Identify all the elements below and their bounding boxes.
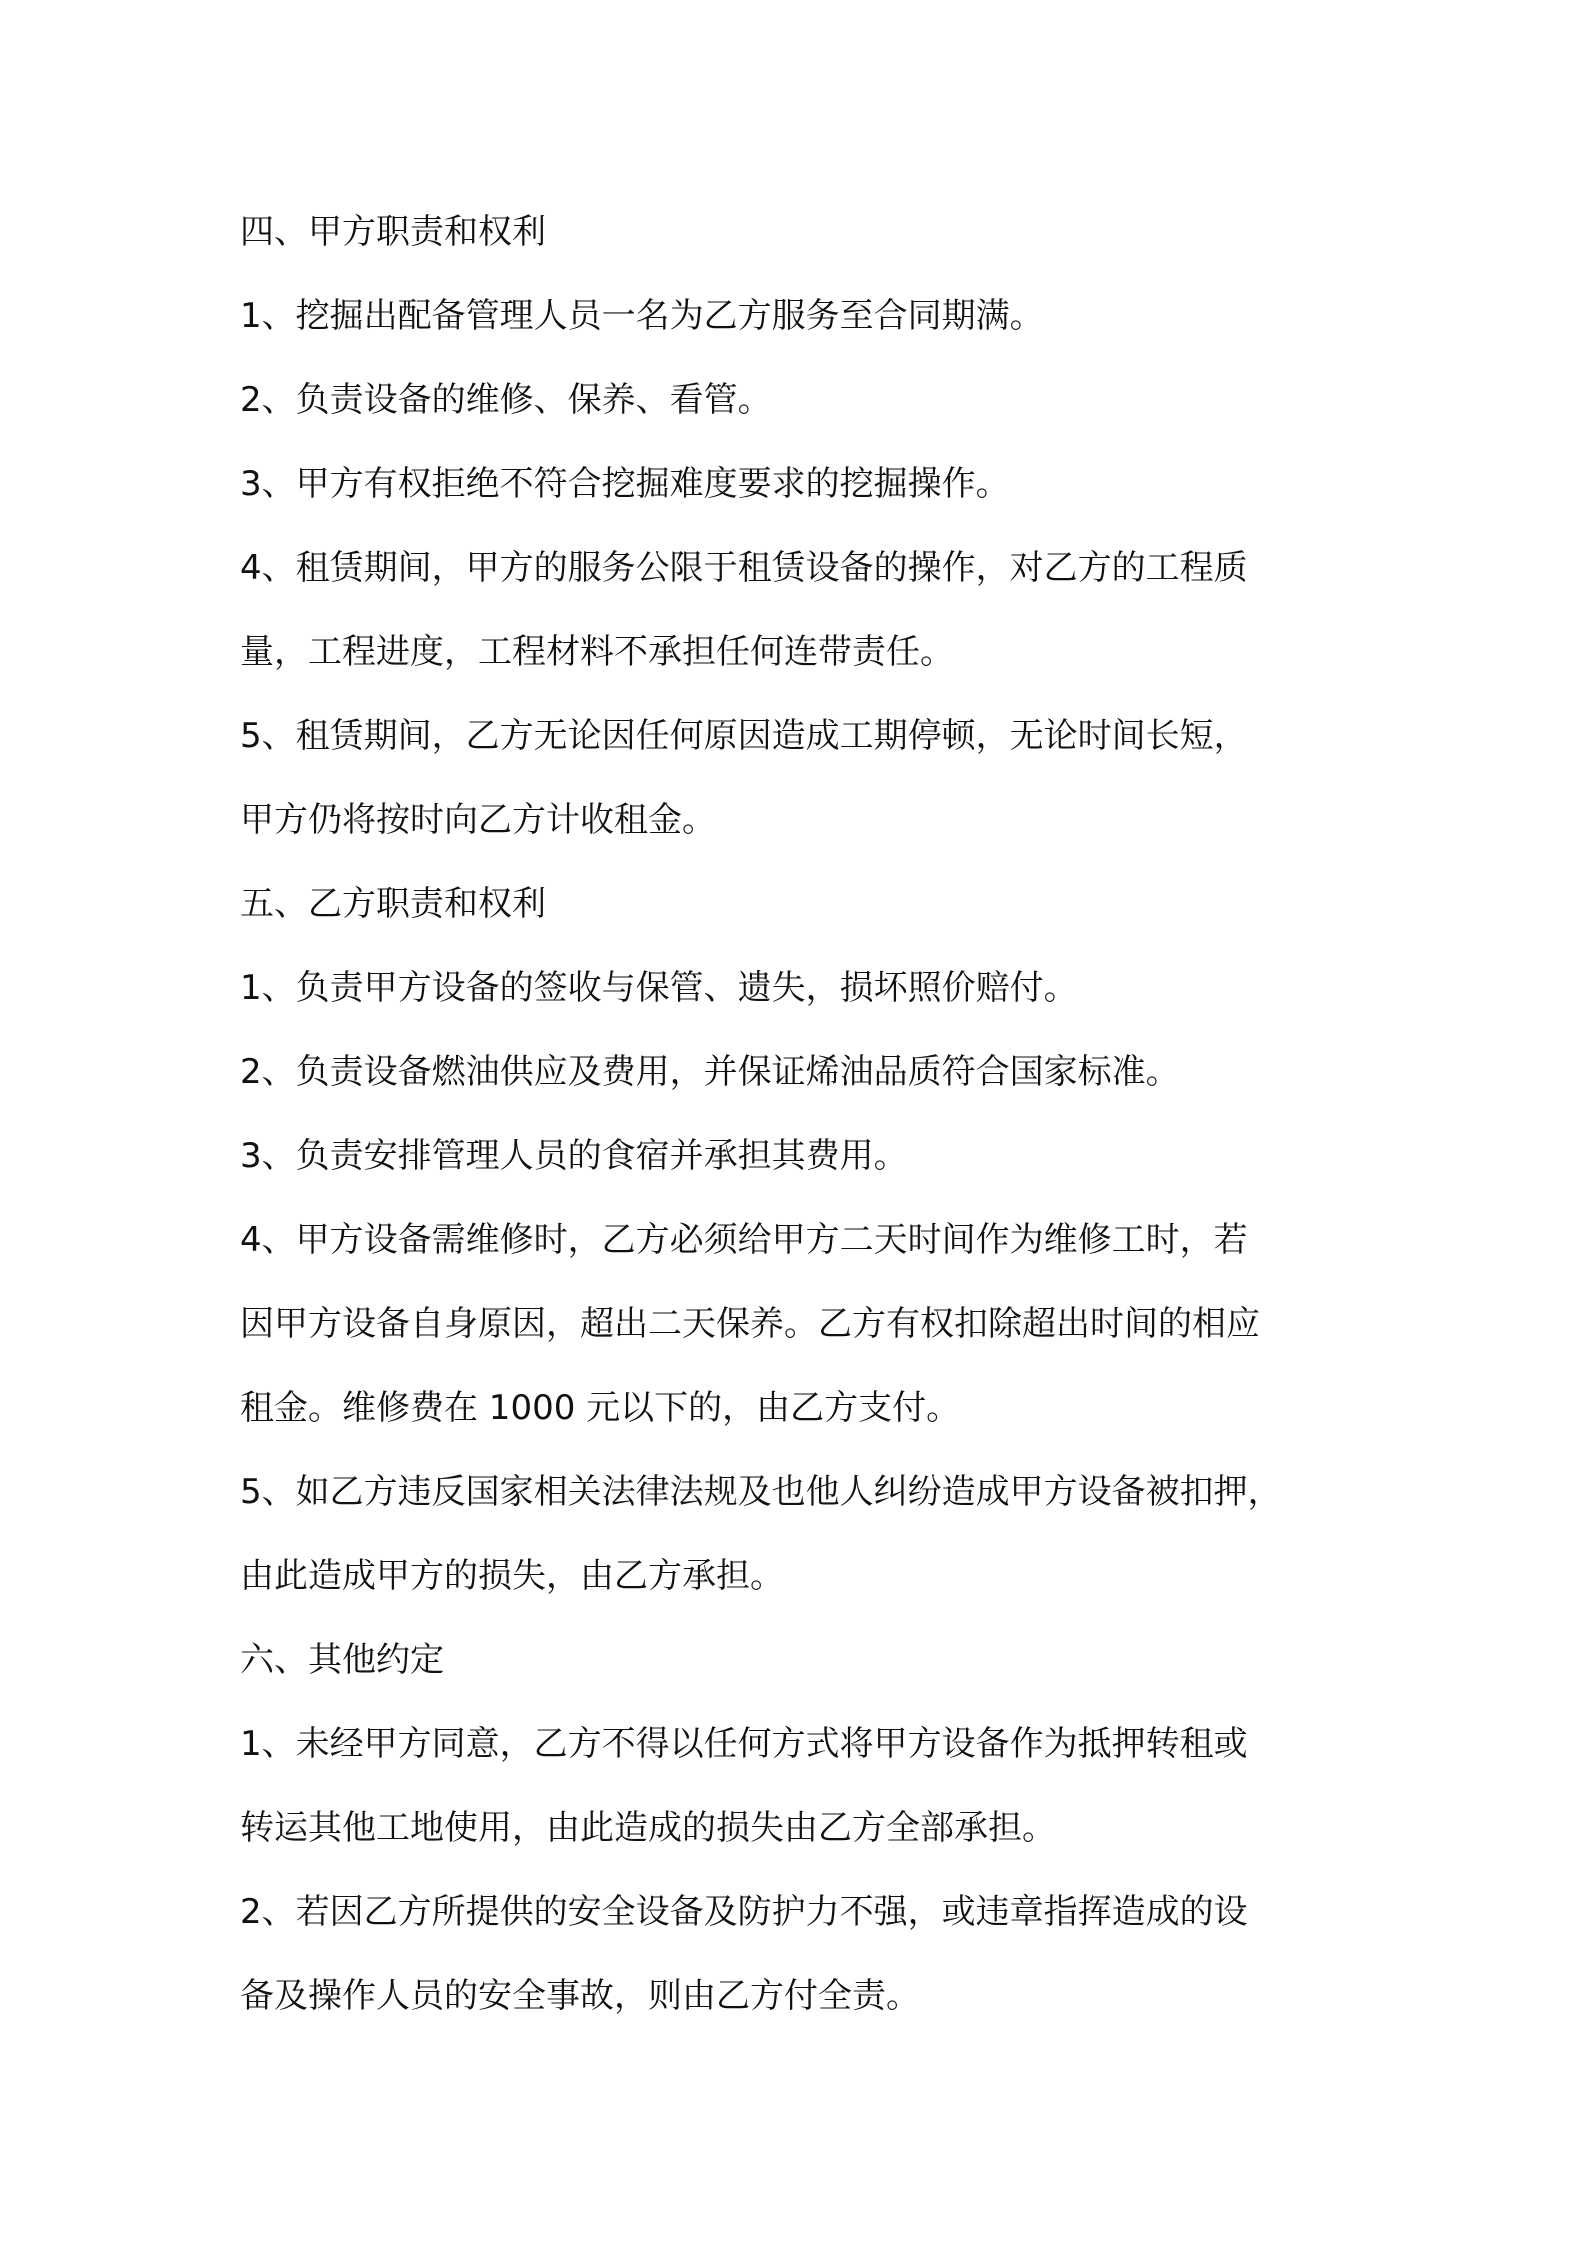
paragraph-line: 2、若因乙方所提供的安全设备及防护力不强，或违章指挥造成的设 <box>240 1892 1248 1932</box>
paragraph-line: 租金。维修费在 1000 元以下的，由乙方支付。 <box>240 1388 961 1428</box>
document-body <box>240 190 1370 2038</box>
paragraph-line: 由此造成甲方的损失，由乙方承担。 <box>240 1556 784 1596</box>
paragraph-line: 1、负责甲方设备的签收与保管、遗失，损坏照价赔付。 <box>240 968 1078 1008</box>
paragraph-line: 2、负责设备燃油供应及费用，并保证烯油品质符合国家标准。 <box>240 1052 1180 1092</box>
paragraph-line: 4、甲方设备需维修时，乙方必须给甲方二天时间作为维修工时，若 <box>240 1220 1248 1260</box>
section-heading-5: 五、乙方职责和权利 <box>240 884 546 924</box>
paragraph-line: 2、负责设备的维修、保养、看管。 <box>240 380 772 420</box>
paragraph-line: 转运其他工地使用，由此造成的损失由乙方全部承担。 <box>240 1808 1056 1848</box>
paragraph-line: 3、甲方有权拒绝不符合挖掘难度要求的挖掘操作。 <box>240 464 1010 504</box>
paragraph-line: 1、未经甲方同意，乙方不得以任何方式将甲方设备作为抵押转租或 <box>240 1724 1248 1764</box>
section-heading-4: 四、甲方职责和权利 <box>240 212 546 252</box>
paragraph-line: 5、租赁期间，乙方无论因任何原因造成工期停顿，无论时间长短， <box>240 716 1248 756</box>
paragraph-line: 甲方仍将按时向乙方计收租金。 <box>240 800 716 840</box>
paragraph-line: 1、挖掘出配备管理人员一名为乙方服务至合同期满。 <box>240 296 1044 336</box>
paragraph-line: 量，工程进度，工程材料不承担任何连带责任。 <box>240 632 954 672</box>
paragraph-line: 5、如乙方违反国家相关法律法规及也他人纠纷造成甲方设备被扣押， <box>240 1472 1282 1512</box>
paragraph-line: 4、租赁期间，甲方的服务公限于租赁设备的操作，对乙方的工程质 <box>240 548 1248 588</box>
paragraph-line: 备及操作人员的安全事故，则由乙方付全责。 <box>240 1976 920 2016</box>
paragraph-line: 因甲方设备自身原因，超出二天保养。乙方有权扣除超出时间的相应 <box>240 1304 1260 1344</box>
section-heading-6: 六、其他约定 <box>240 1640 444 1680</box>
paragraph-line: 3、负责安排管理人员的食宿并承担其费用。 <box>240 1136 908 1176</box>
